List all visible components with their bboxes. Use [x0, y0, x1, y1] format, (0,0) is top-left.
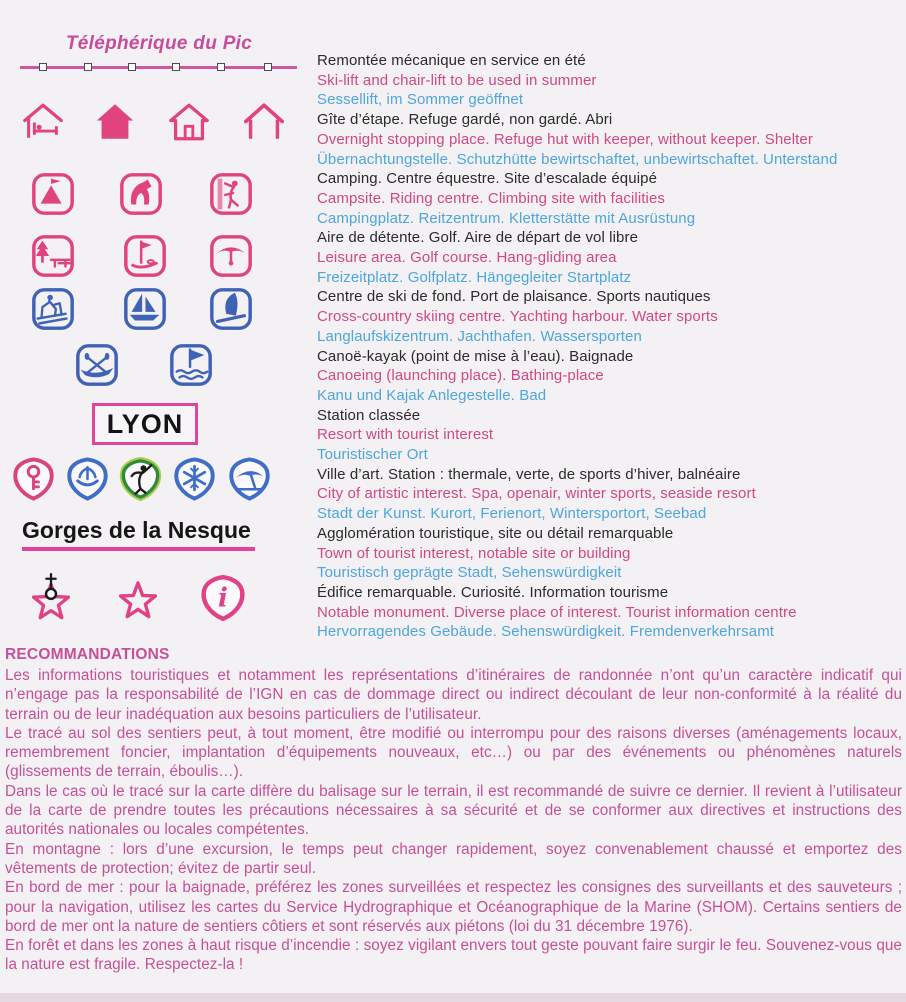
climbing-site-icon: [208, 170, 254, 218]
riding-centre-icon: [118, 170, 164, 218]
ville-art-key-badge: [10, 455, 57, 503]
leisure-area-icon: [30, 232, 76, 280]
legend-line-en: Ski-lift and chair-lift to be used in summer: [317, 71, 597, 89]
city-label: LYON: [106, 408, 184, 439]
recommendation-paragraph: Le tracé au sol des sentiers peut, à tout moment, être modifié ou interrompu pour des raisons diverses (aménagements locaux, remembrement foncier, implantation d’équipements nouveaux, etc…) ou par des événements ou phénomènes naturels (glissements de terrain, éboulis…).: [5, 724, 902, 781]
legend-line-fr: Station classée: [317, 406, 421, 424]
canoe-kayak-icon: [74, 341, 120, 389]
classified-resort-sample: [92, 403, 198, 445]
abri-icon: [241, 100, 287, 143]
legend-line-fr: Gîte d’étape. Refuge gardé, non gardé. Abri: [317, 111, 613, 129]
cable-wire: [20, 66, 297, 69]
legend-line-fr: Canoë-kayak (point de mise à l’eau). Baignade: [317, 347, 634, 365]
legend-line-en: Cross-country skiing centre. Yachting harbour. Water sports: [317, 308, 718, 326]
cableway-label: Téléphérique du Pic: [65, 33, 253, 54]
legend-line-en: Overnight stopping place. Refuge hut with keeper, without keeper. Shelter: [317, 130, 813, 148]
legend-line-de: Stadt der Kunst. Kurort, Ferienort, Wintersportort, Seebad: [317, 505, 707, 523]
station-verte-badge: [117, 455, 164, 503]
monument-star-icon: [26, 571, 76, 625]
legend-line-fr: Remontée mécanique en service en été: [317, 52, 586, 69]
campsite-icon: [30, 170, 76, 218]
legend-line-de: Übernachtungstelle. Schutzhütte bewirtschaftet, unbewirtschaftet. Unterstand: [317, 150, 838, 168]
legend-line-fr: Agglomération touristique, site ou détail remarquable: [317, 524, 674, 542]
legend-line-en: Town of tourist interest, notable site or building: [317, 544, 631, 562]
recommendation-paragraph: En montagne : lors d’une excursion, le temps peut changer rapidement, soyez convenablement chaussé et emportez des vêtements de protection; évitez de partir seul.: [5, 840, 902, 877]
legend-line-fr: Camping. Centre équestre. Site d’escalade équipé: [317, 170, 658, 188]
recommendation-paragraph: En bord de mer : pour la baignade, préférez les zones surveillées et respectez les consignes des surveillants et des sauveteurs ; pour la navigation, utilisez les cartes du Service Hydrographique et Océanographique de la Marine (SHOM). Certains sentiers de bord de mer ont la nature de sentiers côtiers et sont réservés aux piétons (loi du 31 décembre 1976).: [5, 879, 902, 935]
legend-line-de: Touristischer Ort: [317, 446, 428, 464]
cross-country-ski-icon: [30, 285, 76, 333]
legend-line-fr: Édifice remarquable. Curiosité. Information tourisme: [317, 583, 669, 601]
cableway-line-icon: [20, 62, 297, 74]
curiosity-star-icon: [114, 577, 162, 625]
notable-site-sample: [22, 517, 255, 551]
legend-line-de: Hervorragendes Gebäude. Sehenswürdigkeit. Fremdenverkehrsamt: [317, 623, 775, 641]
symbols-column: [0, 0, 312, 660]
seaside-badge: [226, 455, 273, 503]
recommendations-section: [5, 646, 902, 975]
legend-text-column: [317, 51, 837, 642]
refuge-garde-icon: [92, 100, 138, 143]
recommendations-body: [5, 666, 902, 975]
cable-pylon: [39, 63, 47, 71]
legend-line-en: Campsite. Riding centre. Climbing site with facilities: [317, 189, 666, 207]
tourist-info-badge: [198, 573, 248, 623]
water-sports-icon: [208, 285, 254, 333]
recommendation-paragraph: Les informations touristiques et notamment les représentations d’itinéraires de randonnée n’ont qu’un caractère indicatif qui n’engage pas la responsabilité de l’IGN en cas de dommage direct ou indirect découlant de leur non-conformité à la réalité du terrain ou de leur inadéquation aux besoins particuliers de l’utilisateur.: [5, 667, 902, 723]
cable-pylon: [84, 63, 92, 71]
cable-pylon: [128, 63, 136, 71]
site-label: Gorges de la Nesque: [22, 517, 251, 543]
legend-line-de: Langlaufskizentrum. Jachthafen. Wassersporten: [317, 327, 642, 345]
yachting-harbour-icon: [122, 285, 168, 333]
refuge-non-garde-icon: [166, 100, 212, 143]
recommendation-paragraph: Dans le cas où le tracé sur la carte diffère du balisage sur le terrain, il est recommandé de suivre ce dernier. Il revient à l’utilisateur de la carte de prendre toutes les précautions nécessaires à sa sécurité et de se conformer aux directives et instructions des autorités nationales ou locales compétentes.: [5, 782, 902, 839]
scan-edge-strip: [0, 993, 906, 1002]
hang-gliding-icon: [208, 232, 254, 280]
legend-line-fr: Ville d’art. Station : thermale, verte, de sports d’hiver, balnéaire: [317, 465, 741, 483]
bathing-place-icon: [168, 341, 214, 389]
cable-pylon: [172, 63, 180, 71]
legend-line-de: Campingplatz. Reitzentrum. Kletterstätte mit Ausrüstung: [317, 209, 696, 227]
gite-etape-icon: [20, 100, 66, 143]
recommendations-title: RECOMMANDATIONS: [5, 646, 170, 663]
spa-badge: [64, 455, 111, 503]
svg-text:i: i: [218, 583, 228, 614]
golf-icon: [122, 232, 168, 280]
cable-pylon: [217, 63, 225, 71]
legend-line-en: City of artistic interest. Spa, openair, winter sports, seaside resort: [317, 485, 756, 503]
legend-line-de: Touristisch geprägte Stadt, Sehenswürdigkeit: [317, 564, 622, 582]
cable-pylon: [264, 63, 272, 71]
legend-line-en: Resort with tourist interest: [317, 426, 494, 444]
legend-line-fr: Aire de détente. Golf. Aire de départ de vol libre: [317, 229, 639, 247]
winter-sports-badge: [171, 455, 218, 503]
legend-line-fr: Centre de ski de fond. Port de plaisance. Sports nautiques: [317, 288, 711, 306]
legend-line-de: Freizeitplatz. Golfplatz. Hängegleiter Startplatz: [317, 268, 632, 286]
legend-line-de: Kanu und Kajak Anlegestelle. Bad: [317, 386, 547, 404]
recommendation-paragraph: En forêt et dans les zones à haut risque d’incendie : soyez vigilant envers tout geste pouvant faire surgir le feu. Souvenez-vous que la nature est fragile. Respectez-la !: [5, 937, 902, 974]
legend-line-en: Notable monument. Diverse place of interest. Tourist information centre: [317, 603, 797, 621]
legend-line-en: Canoeing (launching place). Bathing-place: [317, 367, 604, 385]
legend-line-en: Leisure area. Golf course. Hang-gliding area: [317, 249, 617, 267]
legend-line-de: Sessellift, im Sommer geöffnet: [317, 91, 524, 109]
